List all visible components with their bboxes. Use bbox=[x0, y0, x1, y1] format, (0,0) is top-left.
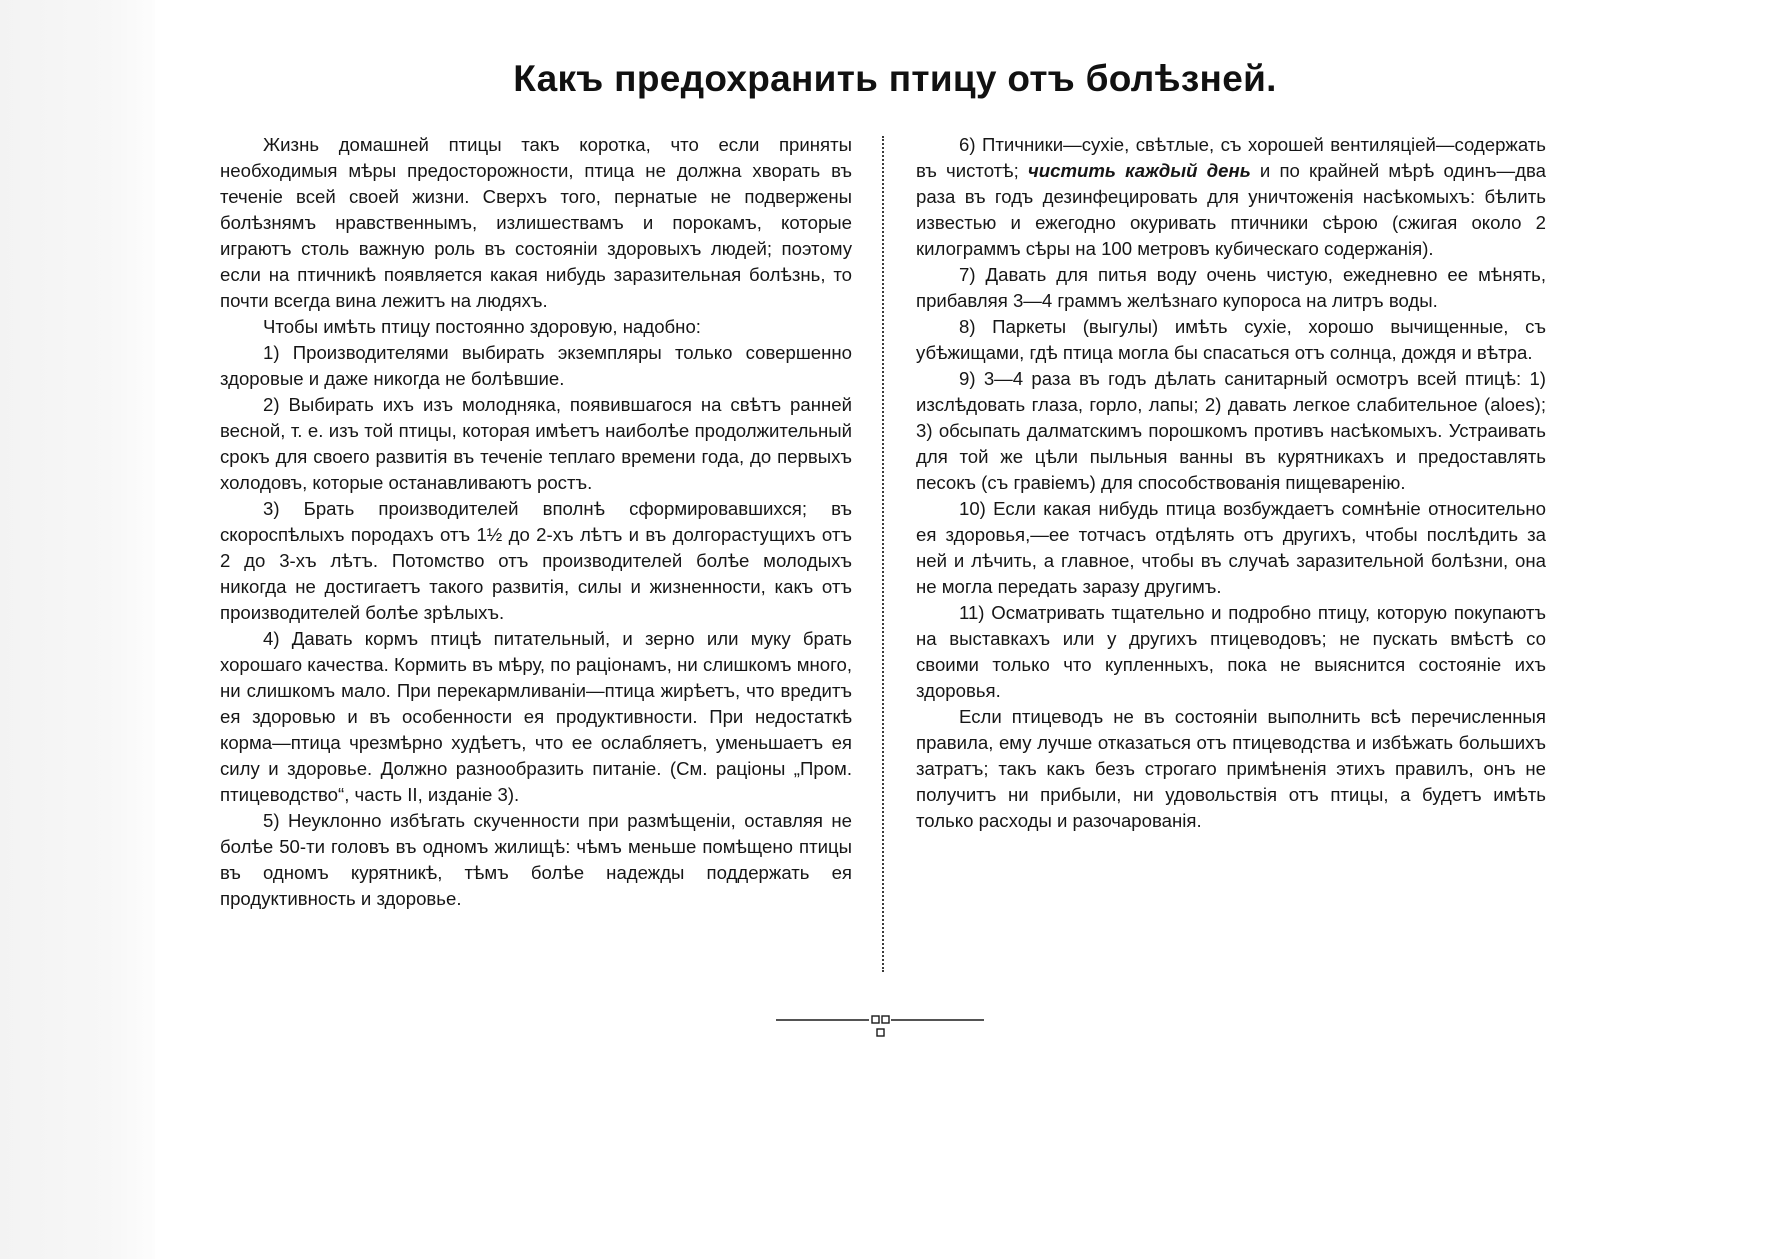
scan-margin-shade bbox=[0, 0, 155, 1259]
paragraph-rule-5: 5) Неуклонно избѣгать скученности при размѣщеніи, оставляя не болѣе 50-ти головъ въ одномъ жилищѣ: чѣмъ меньше помѣщено птицы въ одномъ курятникѣ, тѣмъ болѣе надежды поддержать ея продуктивность и здоровье. bbox=[220, 810, 852, 909]
paragraph-rule-11: 11) Осматривать тщательно и подробно птицу, которую покупаютъ на выставкахъ или у другихъ птицеводовъ; не пускать вмѣстѣ со своими только что купленныхъ, пока не выяснится состояніе ихъ здоровья. bbox=[916, 602, 1546, 701]
left-column bbox=[220, 132, 852, 912]
paragraph-rule-1: 1) Производителями выбирать экземпляры только совершенно здоровые и даже никогда не болѣвшие. bbox=[220, 342, 852, 389]
paragraph-intro: Жизнь домашней птицы такъ коротка, что если приняты необходимыя мѣры предосторожности, птица не должна хворать въ теченіе всей своей жизни. Сверхъ того, пернатые не подвержены болѣзнямъ нравственнымъ, излишествамъ и порокамъ, которые играютъ столь важную роль въ состояніи здоровыхъ людей; поэтому если на птичникѣ появляется какая нибудь заразительная болѣзнь, то почти всегда вина лежитъ на людяхъ. bbox=[220, 134, 852, 311]
paragraph-rule-10: 10) Если какая нибудь птица возбуждаетъ сомнѣніе относительно ея здоровья,—ее тотчасъ отдѣлять отъ другихъ, чтобы послѣдить за ней и лѣчить, а главное, чтобы въ случаѣ заразительной болѣзни, она не могла передать заразу другимъ. bbox=[916, 498, 1546, 597]
column-divider bbox=[882, 136, 884, 972]
rule-6-text-start: 6) Птичники—сухіе, свѣтлые, съ хорошей вентиляціей—содержать въ чистотѣ; bbox=[916, 134, 1546, 181]
paragraph-rule-4: 4) Давать кормъ птицѣ питательный, и зерно или муку брать хорошаго качества. Кормить въ мѣру, по раціонамъ, ни слишкомъ много, ни слишкомъ мало. При перекармливаніи—птица жирѣетъ, что вредитъ ея здоровью и въ особенности ея продуктивности. При недостаткѣ корма—птица чрезмѣрно худѣетъ, что ее ослабляетъ, уменьшаетъ ея силу и здоровье. Должно разнообразить питаніе. (См. раціоны „Пром. птицеводство“, часть II, изданіе 3). bbox=[220, 628, 852, 805]
end-ornament-icon bbox=[776, 1008, 984, 1042]
rule-6-emphasis: чистить каждый день bbox=[1027, 160, 1251, 181]
rule-6-text-end: и по крайней мѣрѣ одинъ—два раза въ годъ дезинфецировать для уничтоженія насѣкомыхъ: бѣлить известью и ежегодно окуривать птичники сѣрою (сжигая около 2 килограммъ сѣры на 100 метровъ кубическаго содержанія). bbox=[916, 160, 1547, 259]
paragraph-rule-9: 9) 3—4 раза въ годъ дѣлать санитарный осмотръ всей птицѣ: 1) изслѣдовать глаза, горло, лапы; 2) давать легкое слабительное (aloes); 3) обсыпать далматскимъ порошкомъ противъ насѣкомыхъ. Устраивать для той же цѣли пыльныя ванны въ курятникахъ и предоставлять песокъ (съ гравіемъ) для способствованія пищеваренію. bbox=[916, 368, 1546, 493]
paragraph-lead: Чтобы имѣть птицу постоянно здоровую, надобно: bbox=[263, 316, 701, 337]
page-title: Какъ предохранить птицу отъ болѣзней. bbox=[513, 58, 1277, 99]
paragraph-rule-7: 7) Давать для питья воду очень чистую, ежедневно ее мѣнять, прибавляя 3—4 граммъ желѣзнаго купороса на литръ воды. bbox=[916, 264, 1546, 311]
paragraph-rule-3: 3) Брать производителей вполнѣ сформировавшихся; въ скороспѣлыхъ породахъ отъ 1½ до 2-хъ лѣтъ и въ долгорастущихъ отъ 2 до 3-хъ лѣтъ. Потомство отъ производителей болѣе молодыхъ никогда не достигаетъ такого развитія, силы и жизненности, какъ отъ производителей болѣе зрѣлыхъ. bbox=[220, 498, 852, 623]
paragraph-rule-8: 8) Паркеты (выгулы) имѣть сухіе, хорошо вычищенные, съ убѣжищами, гдѣ птица могла бы спасаться отъ солнца, дождя и вѣтра. bbox=[916, 316, 1546, 363]
paragraph-conclusion: Если птицеводъ не въ состояніи выполнить всѣ перечисленныя правила, ему лучше отказаться отъ птицеводства и избѣжать большихъ затратъ; такъ какъ безъ строгаго примѣненія этихъ правилъ, онъ не получитъ ни прибыли, ни удовольствія отъ птицы, а будетъ имѣть только расходы и разочарованія. bbox=[916, 706, 1546, 831]
right-column bbox=[916, 132, 1546, 834]
paragraph-rule-6 bbox=[916, 132, 1546, 262]
paragraph-rule-2: 2) Выбирать ихъ изъ молодняка, появившагося на свѣтъ ранней весной, т. е. изъ той птицы, которая имѣетъ наиболѣе продолжительный срокъ для своего развитія въ теченіе теплаго времени года, до первыхъ холодовъ, которые останавливаютъ ростъ. bbox=[220, 394, 852, 493]
